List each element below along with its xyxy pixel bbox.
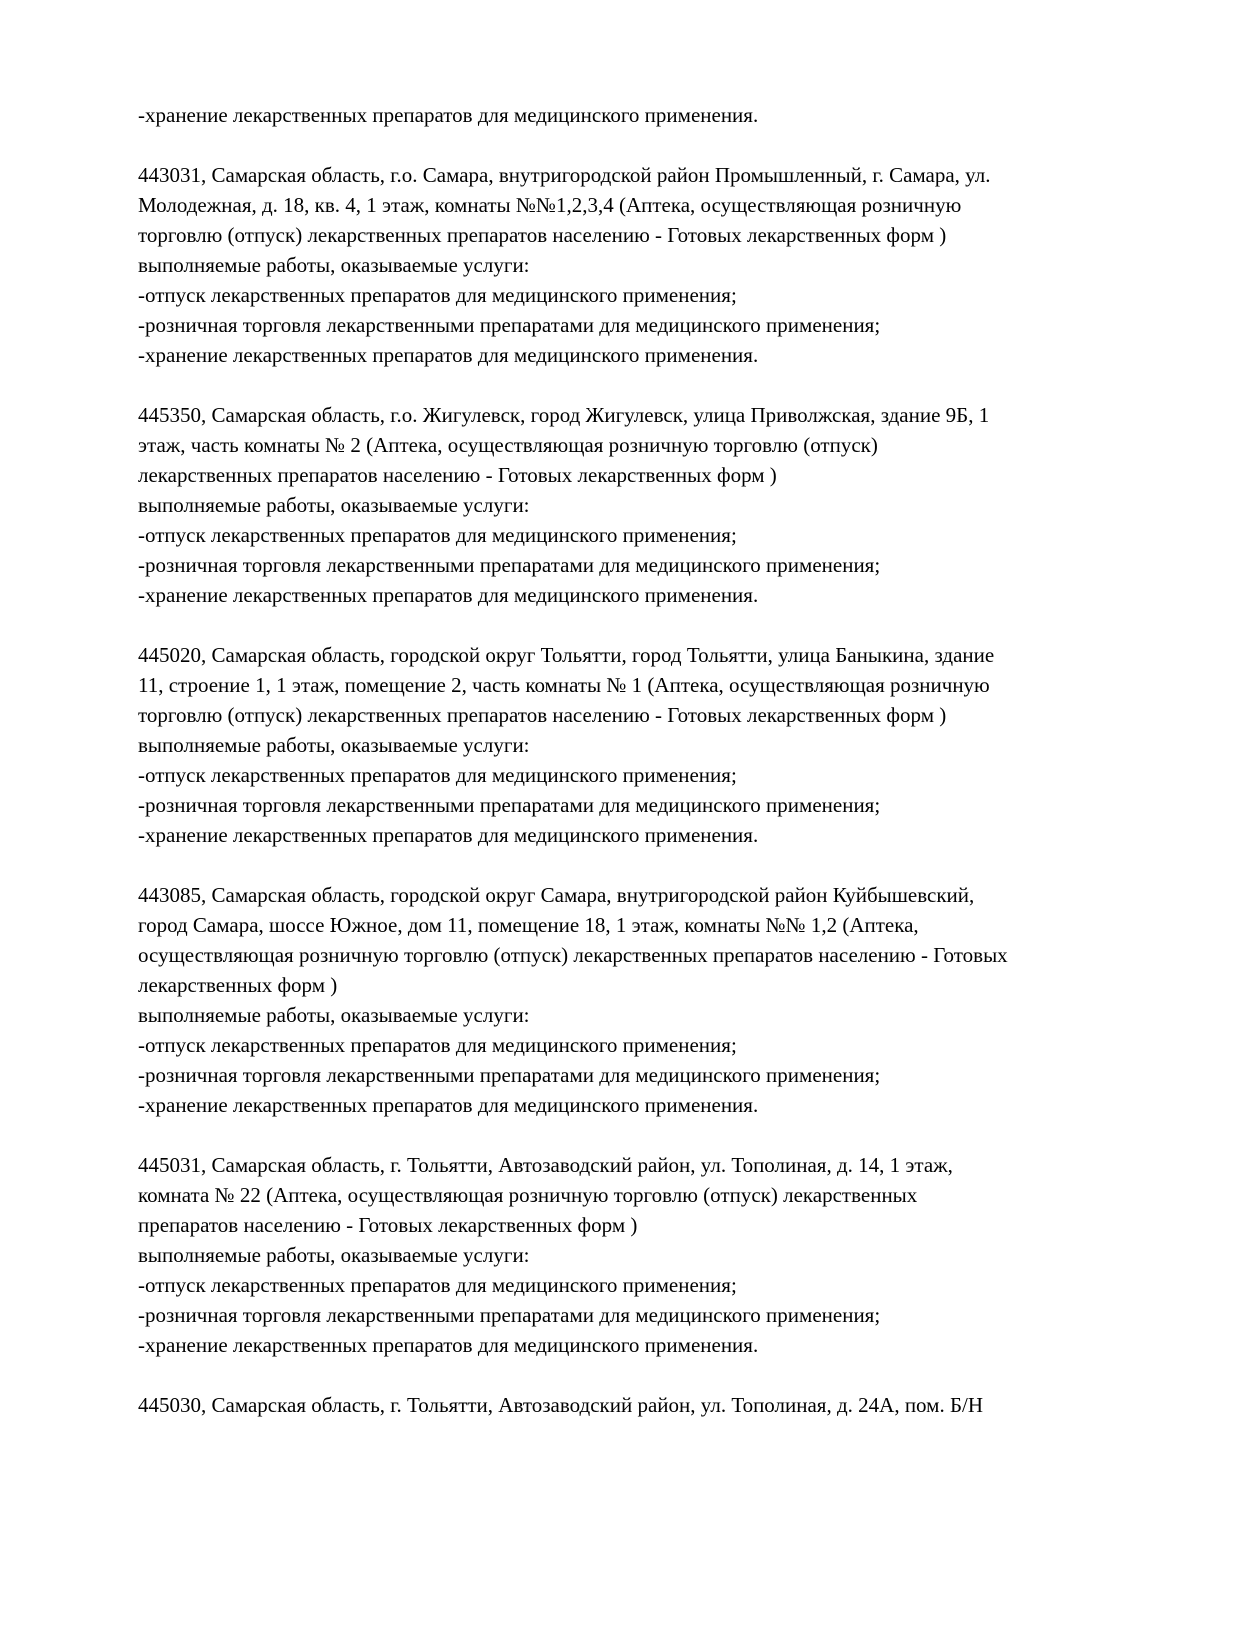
address-line: 11, строение 1, 1 этаж, помещение 2, часть комнаты № 1 (Аптека, осуществляющая розничную bbox=[138, 673, 990, 697]
address-line: 445030, Самарская область, г. Тольятти, Автозаводский район, ул. Тополиная, д. 24А, пом. Б/Н bbox=[138, 1393, 984, 1417]
services-header: выполняемые работы, оказываемые услуги: bbox=[138, 1003, 530, 1027]
service-item: -хранение лекарственных препаратов для медицинского применения. bbox=[138, 103, 759, 127]
address-line: лекарственных форм ) bbox=[138, 973, 338, 997]
address-line: город Самара, шоссе Южное, дом 11, помещение 18, 1 этаж, комнаты №№ 1,2 (Аптека, bbox=[138, 913, 919, 937]
license-entry-445031 bbox=[138, 1150, 1148, 1360]
service-item: -отпуск лекарственных препаратов для медицинского применения; bbox=[138, 523, 737, 547]
services-header: выполняемые работы, оказываемые услуги: bbox=[138, 1243, 530, 1267]
address-line: торговлю (отпуск) лекарственных препаратов населению - Готовых лекарственных форм ) bbox=[138, 703, 947, 727]
address-line: 445031, Самарская область, г. Тольятти, Автозаводский район, ул. Тополиная, д. 14, 1 этаж, bbox=[138, 1153, 953, 1177]
service-item: -отпуск лекарственных препаратов для медицинского применения; bbox=[138, 283, 737, 307]
service-item: -отпуск лекарственных препаратов для медицинского применения; bbox=[138, 1273, 737, 1297]
document-body bbox=[138, 100, 1148, 1420]
license-entry-445030 bbox=[138, 1390, 1148, 1420]
service-item: -хранение лекарственных препаратов для медицинского применения. bbox=[138, 343, 759, 367]
services-header: выполняемые работы, оказываемые услуги: bbox=[138, 733, 530, 757]
service-item: -розничная торговля лекарственными препаратами для медицинского применения; bbox=[138, 793, 881, 817]
services-header: выполняемые работы, оказываемые услуги: bbox=[138, 493, 530, 517]
address-line: Молодежная, д. 18, кв. 4, 1 этаж, комнаты №№1,2,3,4 (Аптека, осуществляющая розничную bbox=[138, 193, 962, 217]
address-line: 445350, Самарская область, г.о. Жигулевск, город Жигулевск, улица Приволжская, здание 9Б, 1 bbox=[138, 403, 990, 427]
address-line: препаратов населению - Готовых лекарственных форм ) bbox=[138, 1213, 638, 1237]
license-entry-445350 bbox=[138, 400, 1148, 610]
address-line: лекарственных препаратов населению - Готовых лекарственных форм ) bbox=[138, 463, 777, 487]
service-item: -розничная торговля лекарственными препаратами для медицинского применения; bbox=[138, 313, 881, 337]
service-item: -розничная торговля лекарственными препаратами для медицинского применения; bbox=[138, 1303, 881, 1327]
service-item: -хранение лекарственных препаратов для медицинского применения. bbox=[138, 823, 759, 847]
address-line: торговлю (отпуск) лекарственных препаратов населению - Готовых лекарственных форм ) bbox=[138, 223, 947, 247]
address-line: 443085, Самарская область, городской округ Самара, внутригородской район Куйбышевский, bbox=[138, 883, 975, 907]
license-entry-443085 bbox=[138, 880, 1148, 1120]
service-item: -отпуск лекарственных препаратов для медицинского применения; bbox=[138, 1033, 737, 1057]
license-entry-443031 bbox=[138, 160, 1148, 370]
license-entry-445020 bbox=[138, 640, 1148, 850]
services-header: выполняемые работы, оказываемые услуги: bbox=[138, 253, 530, 277]
intro-paragraph bbox=[138, 100, 1148, 130]
address-line: комната № 22 (Аптека, осуществляющая розничную торговлю (отпуск) лекарственных bbox=[138, 1183, 918, 1207]
service-item: -хранение лекарственных препаратов для медицинского применения. bbox=[138, 1333, 759, 1357]
address-line: этаж, часть комнаты № 2 (Аптека, осуществляющая розничную торговлю (отпуск) bbox=[138, 433, 878, 457]
service-item: -розничная торговля лекарственными препаратами для медицинского применения; bbox=[138, 553, 881, 577]
service-item: -хранение лекарственных препаратов для медицинского применения. bbox=[138, 1093, 759, 1117]
address-line: 445020, Самарская область, городской округ Тольятти, город Тольятти, улица Баныкина, здание bbox=[138, 643, 995, 667]
service-item: -розничная торговля лекарственными препаратами для медицинского применения; bbox=[138, 1063, 881, 1087]
service-item: -хранение лекарственных препаратов для медицинского применения. bbox=[138, 583, 759, 607]
address-line: 443031, Самарская область, г.о. Самара, внутригородской район Промышленный, г. Самара, ул. bbox=[138, 163, 991, 187]
service-item: -отпуск лекарственных препаратов для медицинского применения; bbox=[138, 763, 737, 787]
address-line: осуществляющая розничную торговлю (отпуск) лекарственных препаратов населению - Готовых bbox=[138, 943, 1008, 967]
